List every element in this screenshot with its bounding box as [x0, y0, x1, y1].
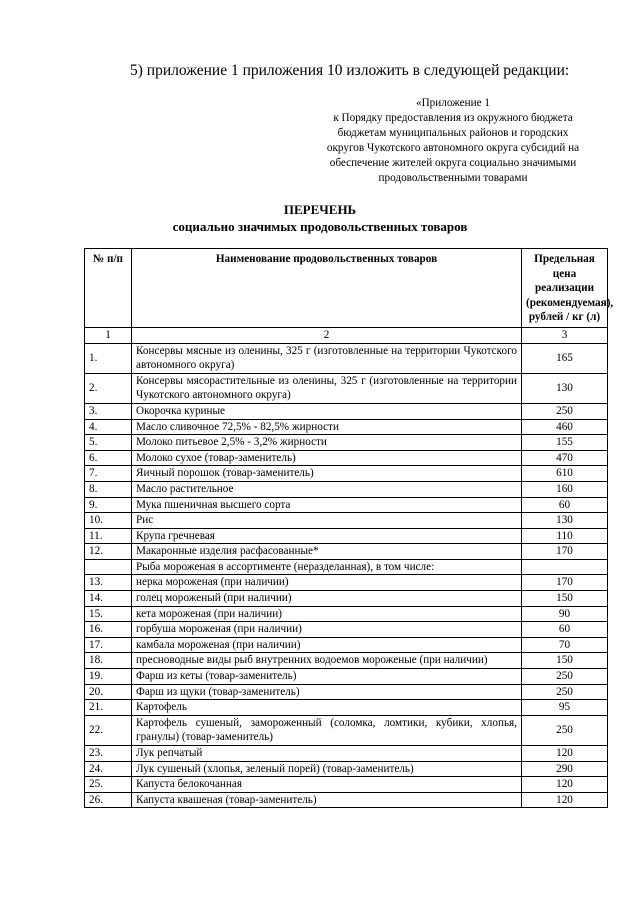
row-num-cell: 20. [85, 684, 132, 700]
row-price-cell: 170 [522, 575, 608, 591]
table-row [85, 466, 608, 482]
row-name-cell: Картофель [132, 700, 522, 716]
table-row [85, 622, 608, 638]
table-row [85, 715, 608, 745]
row-name-cell: Фарш из щуки (товар-заменитель) [132, 684, 522, 700]
row-price-cell: 110 [522, 528, 608, 544]
row-price-cell: 60 [522, 622, 608, 638]
row-num-cell: 9. [85, 497, 132, 513]
row-price-cell: 150 [522, 653, 608, 669]
row-price-cell: 160 [522, 481, 608, 497]
appendix-line: бюджетам муниципальных районов и городских [337, 127, 569, 139]
row-num-cell: 13. [85, 575, 132, 591]
header-price: Предельная цена реализации (рекомендуемая), рублей / кг (л) [522, 249, 608, 328]
row-num-cell: 23. [85, 746, 132, 762]
appendix-line: «Приложение 1 [415, 97, 491, 109]
table-row [85, 575, 608, 591]
table-row [85, 513, 608, 529]
row-name-cell: Макаронные изделия расфасованные* [132, 544, 522, 560]
row-price-cell: 90 [522, 606, 608, 622]
row-name-cell: пресноводные виды рыб внутренних водоемов мороженые (при наличии) [132, 653, 522, 669]
row-price-cell: 170 [522, 544, 608, 560]
table-row [85, 528, 608, 544]
table-row [85, 343, 608, 373]
row-num-cell: 18. [85, 653, 132, 669]
table-row [85, 637, 608, 653]
table-header-row [85, 249, 608, 328]
row-num-cell: 22. [85, 715, 132, 745]
row-num-cell: 6. [85, 450, 132, 466]
row-price-cell: 155 [522, 435, 608, 451]
table-row [85, 450, 608, 466]
row-num-cell: 16. [85, 622, 132, 638]
row-num-cell: 21. [85, 700, 132, 716]
row-name-cell: Молоко питьевое 2,5% - 3,2% жирности [132, 435, 522, 451]
header-num: № п/п [85, 249, 132, 328]
row-name-cell: Яичный порошок (товар-заменитель) [132, 466, 522, 482]
row-name-cell: Масло растительное [132, 481, 522, 497]
table-row [85, 544, 608, 560]
table-row [85, 684, 608, 700]
row-num-cell: 26. [85, 792, 132, 808]
table-row [85, 403, 608, 419]
row-name-cell: горбуша мороженая (при наличии) [132, 622, 522, 638]
row-price-cell [522, 559, 608, 575]
row-price-cell: 130 [522, 513, 608, 529]
row-name-cell: Фарш из кеты (товар-заменитель) [132, 669, 522, 685]
row-num-cell: 14. [85, 591, 132, 607]
row-name-cell: Окорочка куриные [132, 403, 522, 419]
row-name-cell: Масло сливочное 72,5% - 82,5% жирности [132, 419, 522, 435]
row-num-cell: 17. [85, 637, 132, 653]
document-subtitle: социально значимых продовольственных товаров [172, 219, 468, 234]
row-num-cell: 5. [85, 435, 132, 451]
header-name: Наименование продовольственных товаров [132, 249, 522, 328]
row-price-cell: 460 [522, 419, 608, 435]
table-row [85, 497, 608, 513]
intro-text: 5) приложение 1 приложения 10 изложить в следующей редакции: [130, 62, 570, 79]
table-index-row [85, 327, 608, 343]
row-price-cell: 60 [522, 497, 608, 513]
row-num-cell: 12. [85, 544, 132, 560]
row-name-cell: голец мороженый (при наличии) [132, 591, 522, 607]
row-name-cell: Рыба мороженая в ассортименте (неразделанная), в том числе: [132, 559, 522, 575]
row-price-cell: 250 [522, 669, 608, 685]
row-price-cell: 250 [522, 715, 608, 745]
row-num-cell: 2. [85, 373, 132, 403]
table-row [85, 792, 608, 808]
row-price-cell: 120 [522, 792, 608, 808]
row-name-cell: нерка мороженая (при наличии) [132, 575, 522, 591]
row-num-cell: 7. [85, 466, 132, 482]
table-row [85, 746, 608, 762]
row-price-cell: 95 [522, 700, 608, 716]
index-cell: 3 [522, 327, 608, 343]
row-price-cell: 70 [522, 637, 608, 653]
row-num-cell: 15. [85, 606, 132, 622]
row-price-cell: 250 [522, 684, 608, 700]
row-name-cell: Лук репчатый [132, 746, 522, 762]
table-row [85, 777, 608, 793]
table-row [85, 761, 608, 777]
row-num-cell: 25. [85, 777, 132, 793]
row-name-cell: камбала мороженая (при наличии) [132, 637, 522, 653]
appendix-line: округов Чукотского автономного округа субсидий на [326, 142, 580, 154]
row-num-cell: 10. [85, 513, 132, 529]
products-table [84, 248, 614, 808]
table-row [85, 653, 608, 669]
table-row [85, 419, 608, 435]
index-cell: 2 [132, 327, 522, 343]
row-name-cell: Капуста белокочанная [132, 777, 522, 793]
row-name-cell: Крупа гречневая [132, 528, 522, 544]
row-name-cell: Картофель сушеный, замороженный (соломка, ломтики, кубики, хлопья, гранулы) (товар-заменитель) [132, 715, 522, 745]
appendix-header [296, 96, 610, 186]
row-num-cell: 1. [85, 343, 132, 373]
table-row [85, 481, 608, 497]
table-row [85, 559, 608, 575]
row-name-cell: Молоко сухое (товар-заменитель) [132, 450, 522, 466]
index-cell: 1 [85, 327, 132, 343]
row-name-cell: Капуста квашеная (товар-заменитель) [132, 792, 522, 808]
row-price-cell: 470 [522, 450, 608, 466]
table-row [85, 591, 608, 607]
table-row [85, 669, 608, 685]
appendix-line: к Порядку предоставления из окружного бюджета [333, 112, 573, 124]
row-price-cell: 610 [522, 466, 608, 482]
row-num-cell: 4. [85, 419, 132, 435]
row-num-cell: 8. [85, 481, 132, 497]
row-name-cell: кета мороженая (при наличии) [132, 606, 522, 622]
row-price-cell: 130 [522, 373, 608, 403]
row-name-cell: Мука пшеничная высшего сорта [132, 497, 522, 513]
row-price-cell: 120 [522, 746, 608, 762]
table-row [85, 700, 608, 716]
row-price-cell: 165 [522, 343, 608, 373]
table-row [85, 435, 608, 451]
row-price-cell: 120 [522, 777, 608, 793]
row-price-cell: 250 [522, 403, 608, 419]
row-num-cell: 24. [85, 761, 132, 777]
table-row [85, 373, 608, 403]
appendix-line: обеспечение жителей округа социально значимыми [329, 157, 577, 169]
row-name-cell: Лук сушеный (хлопья, зеленый порей) (товар-заменитель) [132, 761, 522, 777]
row-price-cell: 150 [522, 591, 608, 607]
row-name-cell: Консервы мясные из оленины, 325 г (изготовленные на территории Чукотского автономного округа) [132, 343, 522, 373]
appendix-line: продовольственными товарами [378, 172, 528, 184]
row-name-cell: Консервы мясорастительные из оленины, 325 г (изготовленные на территории Чукотского автономного округа) [132, 373, 522, 403]
row-name-cell: Рис [132, 513, 522, 529]
row-num-cell: 19. [85, 669, 132, 685]
row-num-cell: 11. [85, 528, 132, 544]
row-price-cell: 290 [522, 761, 608, 777]
document-title: ПЕРЕЧЕНЬ [283, 202, 357, 217]
row-num-cell: 3. [85, 403, 132, 419]
row-num-cell [85, 559, 132, 575]
table-row [85, 606, 608, 622]
